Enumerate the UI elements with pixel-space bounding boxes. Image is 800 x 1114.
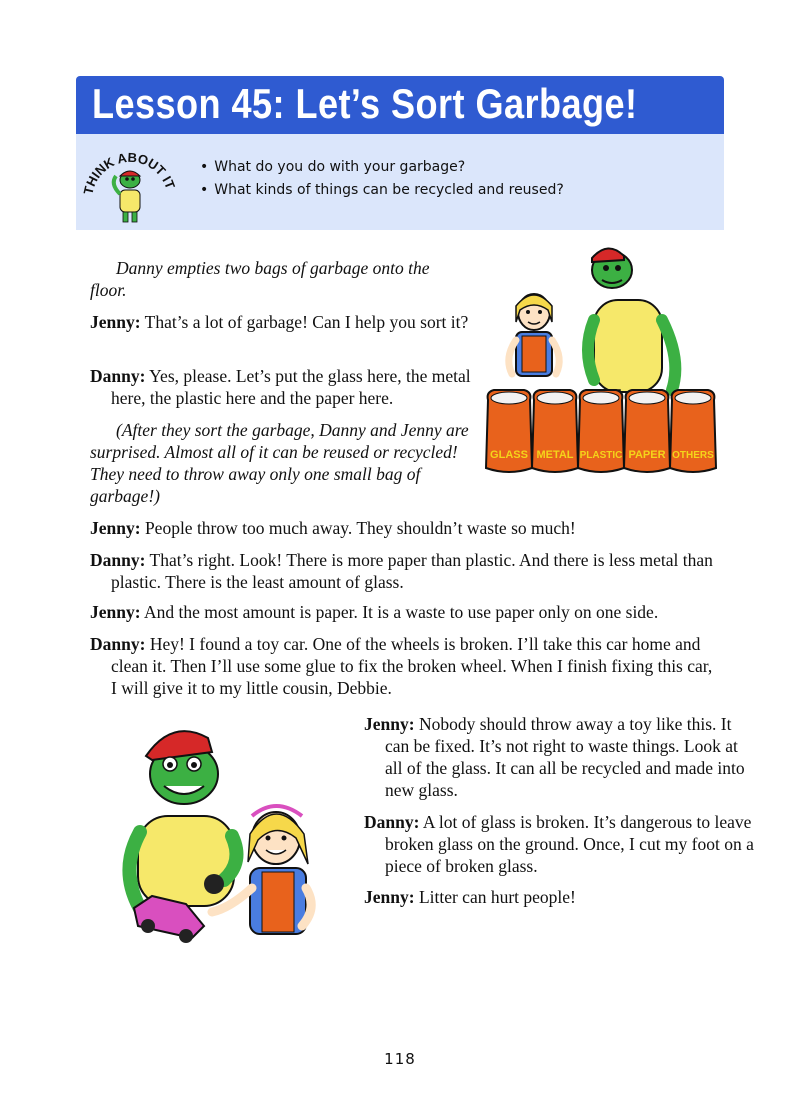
dialogue-line bbox=[90, 549, 731, 593]
dialogue-text: People throw too much away. They shouldn’t waste so much! bbox=[144, 518, 576, 538]
think-about-it-logo-text: THINK ABOUT IT bbox=[80, 149, 179, 196]
lesson-title-bar bbox=[76, 76, 724, 134]
dialogue-line bbox=[364, 811, 757, 877]
dialogue-text: Yes, please. Let’s put the glass here, the metal here, the plastic here and the paper here. bbox=[111, 366, 471, 408]
dialogue-line bbox=[90, 517, 751, 539]
bag-label: OTHERS bbox=[672, 450, 714, 461]
bag-label: METAL bbox=[536, 449, 574, 461]
sorting-garbage-illustration bbox=[482, 240, 724, 480]
danny-figure bbox=[129, 731, 236, 912]
speaker-name: Jenny: bbox=[90, 312, 141, 332]
stage-direction: (After they sort the garbage, Danny and Jenny are surprised. Almost all of it can be reused or recycled! They need to throw away only one small bag of garbage!) bbox=[90, 420, 469, 506]
dialogue-text: Litter can hurt people! bbox=[418, 887, 576, 907]
question-item: • What do you do with your garbage? bbox=[200, 156, 564, 179]
paper-bag bbox=[624, 390, 670, 472]
dialogue-text: That’s right. Look! There is more paper than plastic. And there is less metal than plastic. There is the least amount of glass. bbox=[111, 550, 713, 592]
speaker-name: Danny: bbox=[90, 550, 146, 570]
dialogue-line bbox=[90, 601, 751, 623]
toy-car-illustration bbox=[112, 712, 352, 962]
plastic-bag bbox=[578, 390, 624, 472]
lesson-title: Lesson 45: Let’s Sort Garbage! bbox=[92, 80, 638, 127]
dialogue-text: A lot of glass is broken. It’s dangerous to leave broken glass on the ground. Once, I cut my foot on a piece of broken glass. bbox=[385, 812, 754, 876]
dialogue-text: Hey! I found a toy car. One of the wheels is broken. I’ll take this car home and clean it. Then I’ll use some glue to fix the broken wheel. When I finish fixing this car, I will give it to my little cousin, Debbie. bbox=[111, 634, 713, 698]
dialogue-line bbox=[90, 365, 496, 409]
speaker-name: Jenny: bbox=[364, 887, 415, 907]
metal-bag bbox=[532, 390, 578, 472]
dialogue-line bbox=[90, 311, 491, 333]
think-about-it-logo bbox=[80, 138, 180, 228]
danny-figure bbox=[588, 248, 675, 412]
dialogue-line bbox=[364, 886, 757, 908]
speaker-name: Jenny: bbox=[90, 602, 141, 622]
bag-label: PAPER bbox=[628, 449, 666, 461]
speaker-name: Danny: bbox=[90, 634, 146, 654]
page-number: 118 bbox=[384, 1050, 416, 1068]
dialogue-line bbox=[90, 633, 721, 699]
bag-label: PLASTIC bbox=[579, 450, 623, 461]
question-item: • What kinds of things can be recycled and reused? bbox=[200, 179, 564, 202]
speaker-name: Jenny: bbox=[364, 714, 415, 734]
jenny-figure bbox=[509, 294, 559, 376]
think-about-it-questions bbox=[200, 156, 564, 202]
story-intro: Danny empties two bags of garbage onto the floor. bbox=[90, 258, 430, 300]
glass-bag bbox=[486, 390, 532, 472]
speaker-name: Jenny: bbox=[90, 518, 141, 538]
think-about-it-box bbox=[76, 134, 724, 230]
bag-label: GLASS bbox=[490, 449, 528, 461]
others-bag bbox=[670, 390, 716, 472]
speaker-name: Danny: bbox=[364, 812, 420, 832]
dialogue-line bbox=[364, 713, 757, 801]
dialogue-text: Nobody should throw away a toy like this. It can be fixed. It’s not right to waste things. Look at all of the glass. It can all be recycled and made into new glass. bbox=[385, 714, 745, 800]
dialogue-text: And the most amount is paper. It is a waste to use paper only on one side. bbox=[143, 602, 659, 622]
garbage-bags bbox=[486, 390, 716, 472]
dialogue-text: That’s a lot of garbage! Can I help you sort it? bbox=[144, 312, 469, 332]
speaker-name: Danny: bbox=[90, 366, 146, 386]
